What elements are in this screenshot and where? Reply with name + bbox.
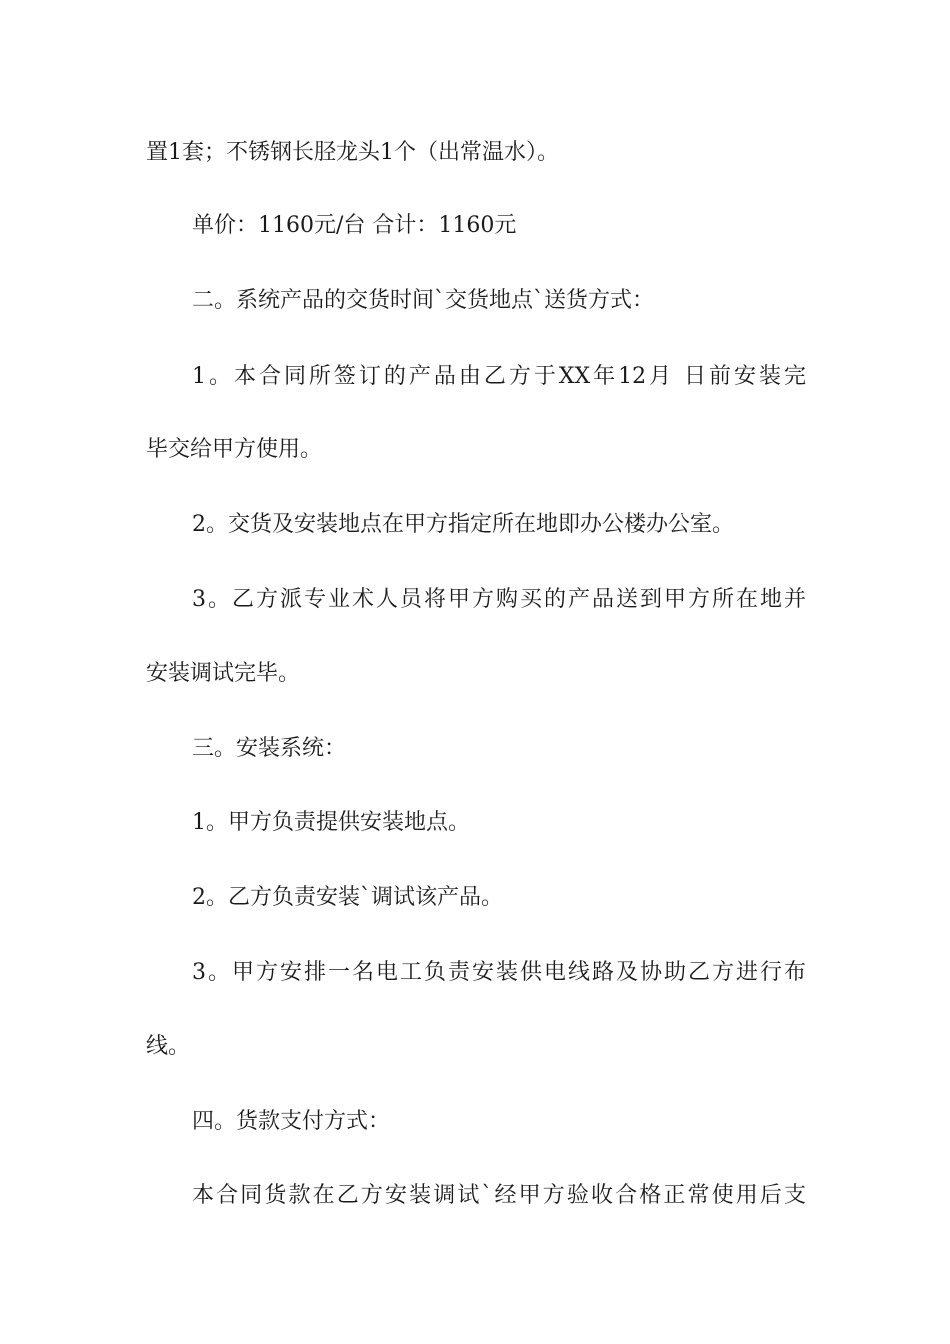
text-line: 3。乙方派专业术人员将甲方购买的产品送到甲方所在地并	[192, 587, 806, 612]
text-line: 本合同货款在乙方安装调试`经甲方验收合格正常使用后支	[192, 1183, 806, 1208]
text-line: 3。甲方安排一名电工负责安装供电线路及协助乙方进行布	[192, 960, 806, 985]
section-heading: 二。系统产品的交货时间`交货地点`送货方式：	[192, 288, 655, 313]
text-line: 1。本合同所签订的产品由乙方于XX年12月 日前安装完	[192, 364, 806, 389]
text-line: 毕交给甲方使用。	[146, 437, 323, 462]
text-line: 置1套；不锈钢长胫龙头1个（出常温水）。	[146, 140, 559, 165]
text-line: 1。甲方负责提供安装地点。	[192, 810, 470, 835]
section-heading: 三。安装系统：	[192, 736, 347, 761]
text-line: 2。乙方负责安装`调试该产品。	[192, 885, 503, 910]
text-line: 安装调试完毕。	[146, 661, 301, 686]
text-line: 线。	[146, 1034, 191, 1059]
section-heading: 四。货款支付方式：	[192, 1109, 391, 1134]
price-line: 单价：1160元/台 合计：1160元	[192, 213, 517, 238]
text-line: 2。交货及安装地点在甲方指定所在地即办公楼办公室。	[192, 512, 734, 537]
